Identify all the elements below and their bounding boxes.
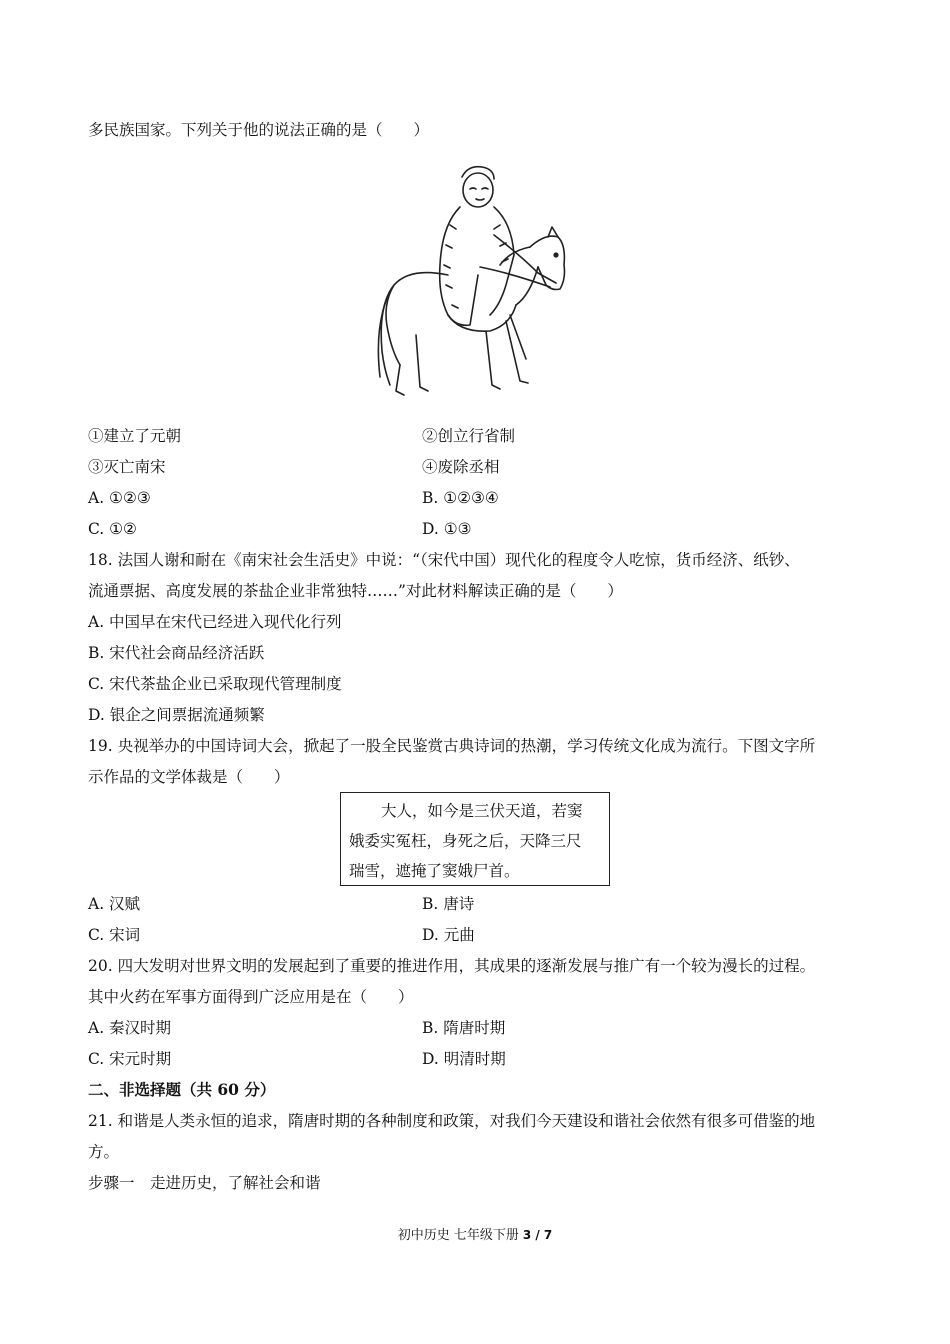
q19-quote-line2: 娥委实冤枉，身死之后，天降三尺 [349,832,582,850]
q18-stem-line1: 18. 法国人谢和耐在《南宋社会生活史》中说：“（宋代中国）现代化的程度令人吃惊，货币经济、纸钞、 [88,551,800,569]
q17-stem: 多民族国家。下列关于他的说法正确的是（ ） [88,121,430,139]
q17-option-d: D. ①③ [422,520,472,538]
q17-option-c: C. ①② [88,520,137,538]
q19-quote-line3: 瑞雪，遮掩了窦娥尸首。 [349,862,520,880]
q18-stem-line2: 流通票据、高度发展的茶盐企业非常独特……”对此材料解读正确的是（ ） [88,582,623,600]
q17-option-b: B. ①②③④ [422,489,499,507]
q17-option-a: A. ①②③ [88,489,151,507]
q19-option-b: B. 唐诗 [422,895,475,913]
horseman-illustration [360,155,590,405]
q18-option-a: A. 中国早在宋代已经进入现代化行列 [88,613,342,631]
page-number: 3 / 7 [522,1228,553,1242]
q20-stem-line1: 20. 四大发明对世界文明的发展起到了重要的推进作用，其成果的逐渐发展与推广有一个较为漫长的过程。 [88,957,816,975]
q20-option-a: A. 秦汉时期 [88,1019,172,1037]
q18-option-b: B. 宋代社会商品经济活跃 [88,644,265,662]
q17-statement-3: ③灭亡南宋 [88,458,166,476]
q20-stem-line2: 其中火药在军事方面得到广泛应用是在（ ） [88,988,414,1006]
q17-statement-4: ④废除丞相 [422,458,500,476]
q20-option-c: C. 宋元时期 [88,1050,172,1068]
q19-option-d: D. 元曲 [422,926,475,944]
q18-option-d: D. 银企之间票据流通频繁 [88,706,265,724]
q21-stem-line2: 方。 [88,1143,120,1161]
q21-step1: 步骤一 走进历史，了解社会和谐 [88,1174,321,1192]
q18-option-c: C. 宋代茶盐企业已采取现代管理制度 [88,675,342,693]
q17-statement-1: ①建立了元朝 [88,427,182,445]
q20-option-d: D. 明清时期 [422,1050,506,1068]
q21-stem-line1: 21. 和谐是人类永恒的追求，隋唐时期的各种制度和政策，对我们今天建设和谐社会依然有很多可借鉴的地 [88,1112,816,1130]
footer-text: 初中历史 七年级下册 [397,1228,519,1243]
section-heading: 二、非选择题（共 60 分） [88,1080,276,1099]
q19-stem-line2: 示作品的文学体裁是（ ） [88,768,290,786]
q19-quote-line1: 大人，如今是三伏天道，若窦 [381,802,583,820]
q19-option-a: A. 汉赋 [88,895,141,913]
q17-statement-2: ②创立行省制 [422,427,516,445]
q20-option-b: B. 隋唐时期 [422,1019,506,1037]
q19-option-c: C. 宋词 [88,926,141,944]
page-footer [0,1226,950,1245]
q19-stem-line1: 19. 央视举办的中国诗词大会，掀起了一股全民鉴赏古典诗词的热潮，学习传统文化成为流行。下图文字所 [88,737,816,755]
q19-quote-box [340,792,610,886]
